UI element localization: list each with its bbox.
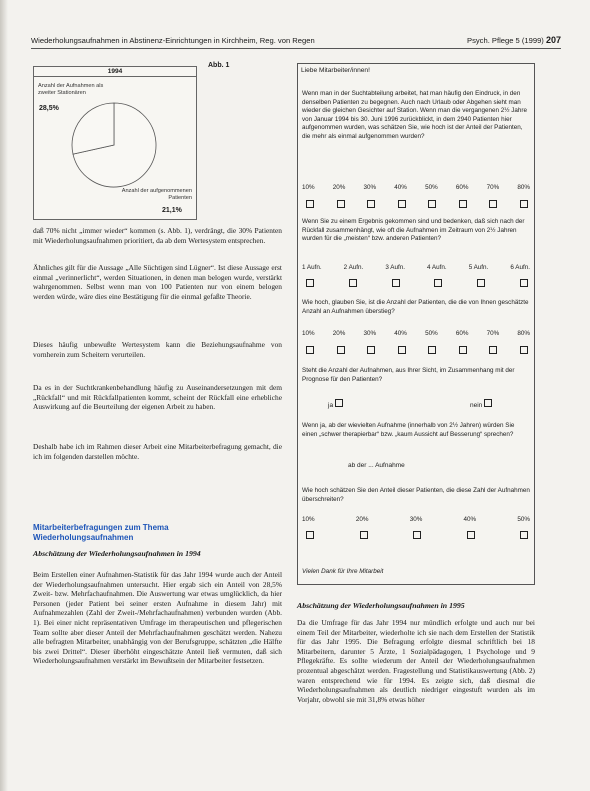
question-5: Wenn ja, ab der wievielten Aufnahme (innerhalb von 2½ Jahren) würden Sie einen „schwer therapierbar“ bzw. „kaum Aussicht auf Besserung“ sprechen?	[302, 422, 515, 438]
slice2-pct: 21,1%	[162, 207, 182, 214]
checkboxes-2	[306, 279, 528, 287]
scale-option-label: 80%	[517, 184, 530, 191]
scale-option-label: 20%	[332, 330, 346, 337]
scale-checkbox[interactable]	[520, 279, 528, 287]
scale-3	[302, 330, 530, 337]
scale-checkbox[interactable]	[434, 279, 442, 287]
paragraph: Da die Umfrage für das Jahr 1994 nur mündlich erfolgte und auch nur bei einem Teil der Mitarbeiter, wiederholte ich sie nach dem Erstellen der Statistik für das Jahr 1995. Die Befragung erfolgte diesmal schriftlich bei 18 Mitarbeitern, darunter 5 Ärzte, 1 Sozialpädagogen, 1 Psychologe und 9 Pflegekräfte. Es sollte wiederum der Anteil der Wiederholungsaufnahmen prozentual abgeschätzt werden. Fragestellung und Statistikauswertung (Abb. 2) waren entsprechend wie für 1994. Es zeigte sich, daß diesmal die Wiederholungsaufnahmen als deutlich niedriger eingestuft wurden als im Vorjahr, obwohl sie mit 31,8% etwas höher	[297, 618, 535, 704]
scale-option-label: 6 Aufn.	[510, 264, 530, 271]
scale-checkbox[interactable]	[428, 200, 436, 208]
scale-option-label: 60%	[455, 184, 469, 191]
scale-option-label: 20%	[355, 516, 369, 523]
scale-2	[302, 264, 530, 271]
scale-checkbox[interactable]	[459, 346, 467, 354]
scale-option-label: 70%	[486, 184, 500, 191]
scale-option-label: 30%	[363, 330, 377, 337]
paragraph: daß 70% nicht „immer wieder“ kommen (s. Abb. 1), verdrängt, die 30% Patienten mit Wiederholungsaufnahmen prioritiert, da ab dem Wertesystem entsprechen.	[33, 226, 282, 245]
scale-checkbox[interactable]	[489, 200, 497, 208]
question-6: Wie hoch schätzen Sie den Anteil dieser Patienten, die diese Zahl der Aufnahmen überschreiten?	[302, 487, 530, 503]
slice1-pct: 28,5%	[39, 105, 59, 112]
pie-slice-repeat-admissions	[72, 103, 114, 154]
paragraph: Beim Erstellen einer Aufnahmen-Statistik für das Jahr 1994 wurde auch der Anteil der Wiederholungsaufnahmen untersucht. Hier ergab sich ein Anteil von 28,5% Zweit- bzw. Mehrfachaufnahmen. Die Auswertung war etwas umglücklich, da hier Personen (jeder Patient bei seiner ersten Aufnahme in diesem Jahr) mit Aufnahmezahlen (Zahl der Zweit-/Mehrfachaufnahmen) verbunden wurden (Abb. 1). Bei einer nicht repräsentativen Umfrage im therapeutischen und pflegerischen Team sollte aber dieser Anteil der Mehrfachaufnahmen geschätzt werden. Nahezu alle befragten Mitarbeiter, unabhängig von der Berufsgruppe, schätzten „die Hälfte bis zwei Drittel“. Dieser überhöht eingeschätzte Anteil ließ vermuten, daß sich Wiederholungsaufnahmen verstärkt im Bewußtsein der Mitarbeiter festsetzen.	[33, 570, 282, 666]
answer-no-label: nein	[470, 402, 483, 409]
scale-option-label: 4 Aufn.	[427, 264, 447, 271]
running-header	[31, 31, 561, 49]
figure-year: 1994	[34, 68, 196, 77]
scale-option-label: 70%	[486, 330, 500, 337]
scale-checkbox[interactable]	[306, 346, 314, 354]
answer-yes-label: ja	[328, 402, 334, 409]
question-4: Steht die Anzahl der Aufnahmen, aus Ihrer Sicht, im Zusammenhang mit der Prognose für den Patienten?	[302, 367, 515, 383]
scale-checkbox[interactable]	[367, 200, 375, 208]
scale-option-label: 50%	[517, 516, 530, 523]
question-3: Wie hoch, glauben Sie, ist die Anzahl der Patienten, die die von Ihnen geschätzte Anzahl an Aufnahmen überstieg?	[302, 299, 529, 315]
scale-option-label: 60%	[455, 330, 469, 337]
section-title: Mitarbeiterbefragungen zum Thema Wiederholungsaufnahmen	[33, 523, 169, 542]
figure-box	[33, 66, 197, 220]
scale-option-label: 30%	[409, 516, 423, 523]
scale-checkbox[interactable]	[428, 346, 436, 354]
scale-checkbox[interactable]	[306, 200, 314, 208]
scale-option-label: 30%	[363, 184, 377, 191]
scale-checkbox[interactable]	[520, 346, 528, 354]
paragraph: Da es in der Suchtkrankenbehandlung häufig zu Auseinandersetzungen mit dem „Rückfall“ und mit Rückfallpatienten kommt, scheint der Rückfall eine erhebliche Auswirkung auf die Beurteilung der eigenen Arbeit zu haben.	[33, 383, 282, 412]
scale-option-label: 50%	[425, 184, 438, 191]
scale-checkbox[interactable]	[398, 346, 406, 354]
scale-checkbox[interactable]	[459, 200, 467, 208]
scale-checkbox[interactable]	[349, 279, 357, 287]
no-checkbox[interactable]	[484, 399, 492, 407]
scale-checkbox[interactable]	[398, 200, 406, 208]
scale-checkbox[interactable]	[413, 531, 421, 539]
questionnaire-title: Liebe Mitarbeiter/innen!	[301, 67, 370, 74]
scale-6	[302, 516, 530, 523]
scale-checkbox[interactable]	[477, 279, 485, 287]
figure-label: Abb. 1	[208, 62, 230, 69]
scale-checkbox[interactable]	[306, 279, 314, 287]
scan-shadow	[0, 0, 8, 791]
checkboxes-6	[306, 531, 528, 539]
scale-1	[302, 184, 530, 191]
scale-option-label: 1 Aufn.	[302, 264, 322, 271]
scale-option-label: 3 Aufn.	[385, 264, 405, 271]
scale-checkbox[interactable]	[360, 531, 368, 539]
scale-checkbox[interactable]	[520, 200, 528, 208]
subsection-title: Abschätzung der Wiederholungsaufnahmen in 1994	[33, 549, 201, 558]
scale-checkbox[interactable]	[306, 531, 314, 539]
scale-option-label: 20%	[332, 184, 346, 191]
question-1: Wenn man in der Suchtabteilung arbeitet, hat man häufig den Eindruck, in den denselben Patienten zu begegnen. Auch nach Urlaub oder Abgehen sieht man wieder die gleichen Gesichter auf Station. Wenn man die vergangenen 2½ Jahre von Januar 1994 bis 30. Juni 1996 zurückblickt, in dem 2940 Patienten hier aufgenommen wurden, was schätzen Sie, wie hoch ist der Anteil der Patienten, die mehr als einmal aufgenommen wurden?	[302, 90, 527, 140]
scale-option-label: 80%	[517, 330, 530, 337]
scale-checkbox[interactable]	[489, 346, 497, 354]
scale-option-label: 10%	[302, 184, 315, 191]
scale-option-label: 40%	[394, 184, 407, 191]
scale-option-label: 5 Aufn.	[468, 264, 489, 271]
paragraph: Ähnliches gilt für die Aussage „Alle Süchtigen sind Lügner“. Ist diese Aussage erst einmal „verinnerlicht“, werden Situationen, in denen man belogen wurde, verstärkt wahrgenommen. Selbst wenn man von 100 Patienten nur von einem belogen werden würde, wäre dies eine Bestätigung für die einmal gefaßte Theorie.	[33, 263, 282, 301]
scale-option-label: 10%	[302, 330, 315, 337]
yes-checkbox[interactable]	[335, 399, 343, 407]
journal-citation: Psych. Pflege 5 (1999)	[467, 36, 544, 45]
question-2: Wenn Sie zu einem Ergebnis gekommen sind und bedenken, daß sich nach der Rückfall zusammenhängt, wie oft die Aufnahmen im Zeitraum von 2½ Jahren wurden für die „meisten“ bzw. anderen Patienten?	[302, 218, 525, 243]
scale-option-label: 40%	[394, 330, 407, 337]
scale-option-label: 40%	[463, 516, 477, 523]
subsection-title-1995: Abschätzung der Wiederholungsaufnahmen in 1995	[297, 601, 465, 610]
slice2-label: Anzahl der aufgenommenen Patienten	[121, 188, 192, 201]
page-number: 207	[545, 35, 561, 45]
question-5-answer: ab der ... Aufnahme	[348, 462, 405, 469]
scale-checkbox[interactable]	[520, 531, 528, 539]
questionnaire-footer: Vielen Dank für Ihre Mitarbeit	[302, 568, 384, 575]
running-title: Wiederholungsaufnahmen in Abstinenz-Einrichtungen in Kirchheim, Reg. von Regen	[31, 36, 315, 45]
scale-option-label: 10%	[302, 516, 315, 523]
scale-checkbox[interactable]	[467, 531, 475, 539]
scale-checkbox[interactable]	[337, 200, 345, 208]
scale-option-label: 50%	[425, 330, 438, 337]
questionnaire-box	[297, 63, 535, 585]
checkboxes-1	[306, 200, 528, 208]
paragraph: Dieses häufig unbewußte Wertesystem kann die Beziehungsaufnahme von vornherein zum Scheitern verurteilen.	[33, 340, 282, 359]
scale-checkbox[interactable]	[367, 346, 375, 354]
scale-checkbox[interactable]	[337, 346, 345, 354]
scale-option-label: 2 Aufn.	[343, 264, 364, 271]
answer-no	[470, 399, 492, 409]
answer-yes	[328, 399, 343, 409]
scale-checkbox[interactable]	[392, 279, 400, 287]
paragraph: Deshalb habe ich im Rahmen dieser Arbeit eine Mitarbeiterbefragung gemacht, die ich im folgenden darstellen möchte.	[33, 442, 282, 461]
slice1-label: Anzahl der Aufnahmen als zweiter Stationären	[38, 83, 104, 96]
checkboxes-3	[306, 346, 528, 354]
